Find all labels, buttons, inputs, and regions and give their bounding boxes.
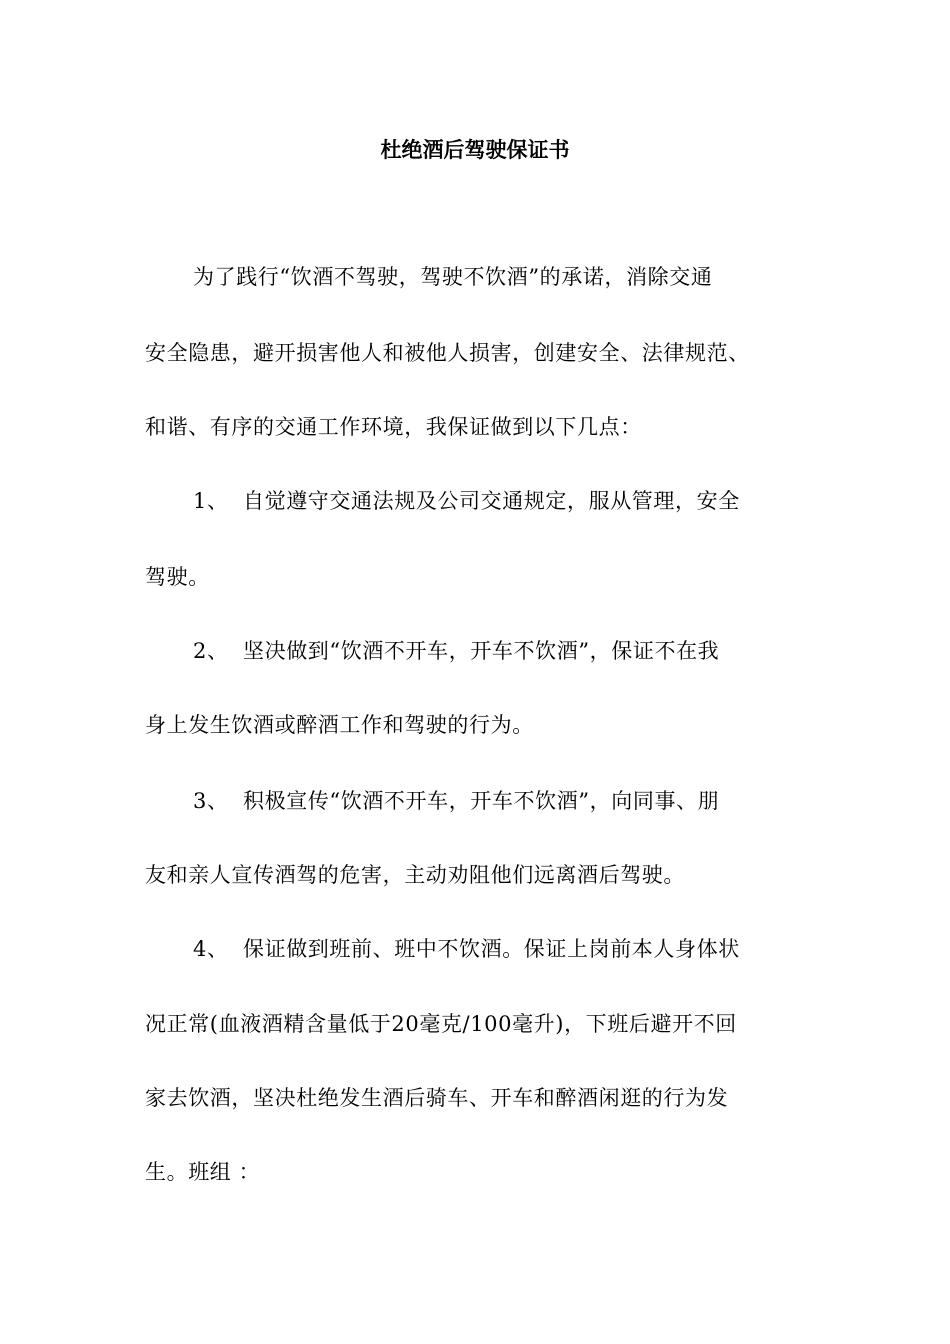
list-item-text: 自觉遵守交通法规及公司交通规定，服从管理，安全: [243, 489, 740, 513]
list-item-number: 1、: [193, 489, 229, 513]
list-item-number: 2、: [193, 639, 229, 663]
list-item-3: [193, 786, 719, 816]
list-item-2: [193, 636, 719, 666]
list-item-text: 坚决做到“饮酒不开车，开车不饮酒”，保证不在我: [243, 639, 720, 663]
document-title: 杜绝酒后驾驶保证书: [380, 137, 570, 162]
list-item-4: [193, 934, 740, 964]
list-item-number: 3、: [193, 789, 229, 813]
intro-line-1: 为了践行“饮酒不驾驶，驾驶不饮酒”的承诺，消除交通: [193, 265, 713, 289]
list-item-1: [193, 486, 740, 516]
list-item-1-continuation: 驾驶。: [145, 565, 210, 589]
list-item-4-continuation-3: 生。班组 ：: [145, 1160, 261, 1184]
list-item-4-continuation-2: 家去饮酒，坚决杜绝发生酒后骑车、开车和醉酒闲逛的行为发: [145, 1086, 729, 1110]
intro-line-3: 和谐、有序的交通工作环境，我保证做到以下几点：: [145, 415, 642, 439]
list-item-number: 4、: [193, 937, 229, 961]
list-item-3-continuation: 友和亲人宣传酒驾的危害，主动劝阻他们远离酒后驾驶。: [145, 863, 685, 887]
intro-line-2: 安全隐患，避开损害他人和被他人损害，创建安全、法律规范、: [145, 341, 750, 365]
list-item-text: 保证做到班前、班中不饮酒。保证上岗前本人身体状: [243, 937, 740, 961]
list-item-2-continuation: 身上发生饮酒或醉酒工作和驾驶的行为。: [145, 713, 534, 737]
list-item-4-continuation-1: 况正常(血液酒精含量低于20毫克/100毫升)，下班后避开不回: [145, 1012, 737, 1036]
list-item-text: 积极宣传“饮酒不开车，开车不饮酒”，向同事、朋: [243, 789, 720, 813]
